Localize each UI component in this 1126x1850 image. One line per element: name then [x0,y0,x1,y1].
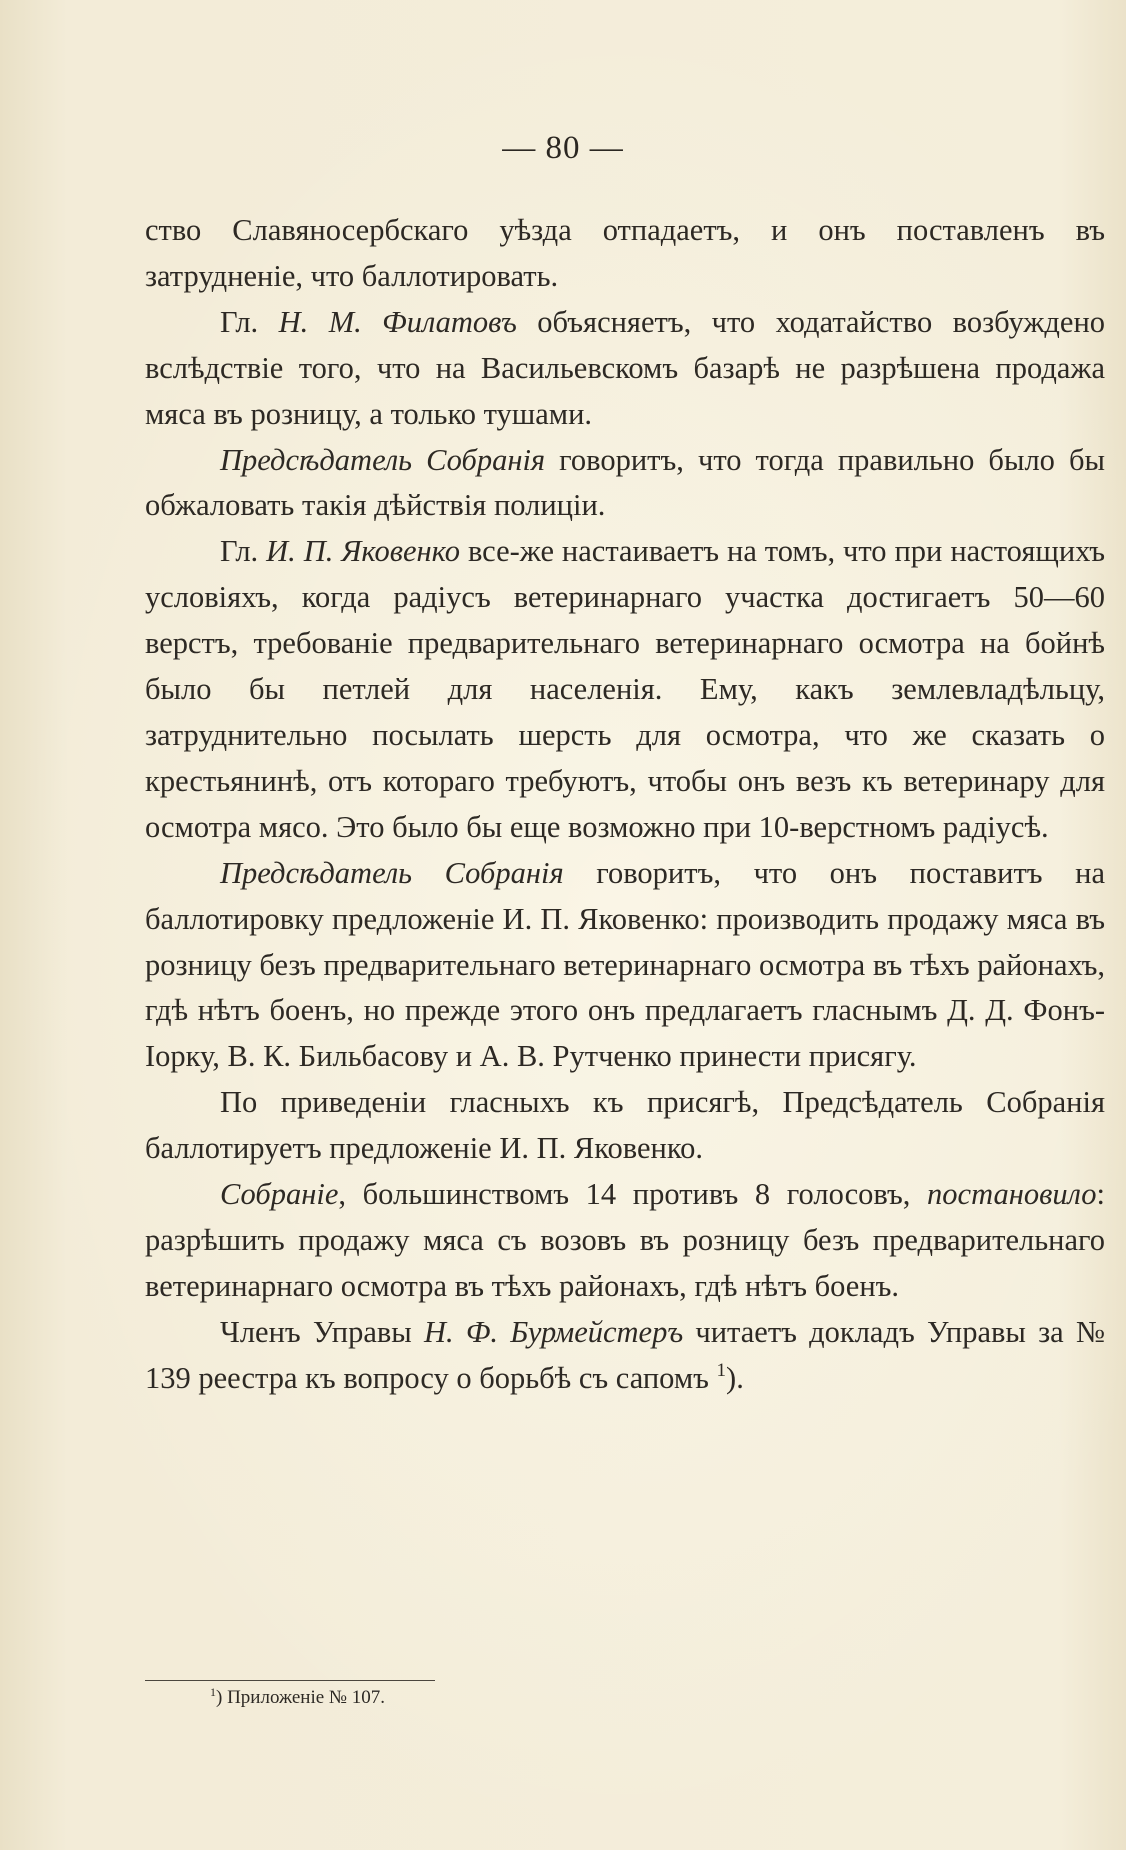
speaker-name: И. П. Яковенко [266,534,460,569]
paragraph [145,300,1105,438]
paragraph-prefix: Гл. [220,534,267,569]
paragraph-text: По приведеніи гласныхъ къ присягѣ, Предсѣдатель Собранія баллотируетъ предложеніе И. П. Яковенко. [145,1085,1105,1166]
paragraph-text: объясняетъ, что ходатайство возбуждено вслѣдствіе того, что на Васильевскомъ базарѣ не разрѣшена продажа мяса въ розницу, а только тушами. [145,304,1106,431]
body-text [145,208,1105,1402]
paragraph-text: ство Славяносербскаго уѣзда отпадаетъ, и онъ поставленъ въ затрудненіе, что баллотировать. [145,213,1105,293]
paragraph [145,1080,1105,1172]
paragraph [145,1310,1105,1402]
speaker-name: Предсѣдатель Собранія [220,442,546,477]
paragraph [145,1172,1105,1310]
footnote-reference: 1 [716,1359,727,1381]
assembly-name: Собраніе [220,1177,339,1212]
footnote-divider [145,1680,435,1681]
paragraph [145,529,1105,850]
paragraph [145,438,1105,530]
footnote-text: ) Приложеніе № 107. [216,1687,386,1708]
speaker-name: Предсѣдатель Собранія [220,855,564,890]
footnote-mark: 1 [210,1685,216,1699]
resolution-word: постановило [927,1177,1097,1212]
paragraph [145,208,1105,300]
paragraph-text: читаетъ докладъ Управы за № 139 реестра къ вопросу о борьбѣ съ сапомъ [145,1314,1105,1395]
paragraph [145,851,1105,1081]
speaker-name: Н. Ф. Бурмейстеръ [424,1314,684,1349]
page-number: — 80 — [502,130,624,166]
paragraph-text: все-же настаиваетъ на томъ, что при настоящихъ условіяхъ, когда радіусъ ветеринарнаго участка достигаетъ 50—60 верстъ, требованіе предварительнаго ветеринарнаго осмотра на бойнѣ было бы петлей для населенія. Ему, какъ землевладѣльцу, затруднительно посылать шерсть для осмотра, что же сказать о крестьянинѣ, отъ котораго требуютъ, чтобы онъ везъ къ ветеринару для осмотра мясо. Это было бы еще возможно при 10-верстномъ радіусѣ. [145,534,1106,844]
paragraph-text: : разрѣшить продажу мяса съ возовъ въ розницу безъ предварительнаго ветеринарнаго осмотра въ тѣхъ районахъ, гдѣ нѣтъ боенъ. [145,1177,1105,1303]
paragraph-prefix: Членъ Управы [220,1314,425,1349]
paragraph-text: говоритъ, что тогда правильно было бы обжаловать такія дѣйствія полиціи. [145,442,1105,523]
speaker-name: Н. М. Филатовъ [278,304,517,339]
paragraph-text: ). [726,1360,744,1395]
paragraph-text: , большинствомъ 14 противъ 8 голосовъ, [338,1177,928,1212]
paragraph-text: говоритъ, что онъ поставитъ на баллотировку предложеніе И. П. Яковенко: производить продажу мяса въ розницу безъ предварительнаго ветеринарнаго осмотра въ тѣхъ районахъ, гдѣ нѣтъ боенъ, но прежде этого онъ предлагаетъ гласнымъ Д. Д. Фонъ-Іорку, В. К. Бильбасову и А. В. Рутченко принести присягу. [145,855,1105,1074]
footnote [210,1687,385,1709]
paragraph-prefix: Гл. [220,304,279,339]
